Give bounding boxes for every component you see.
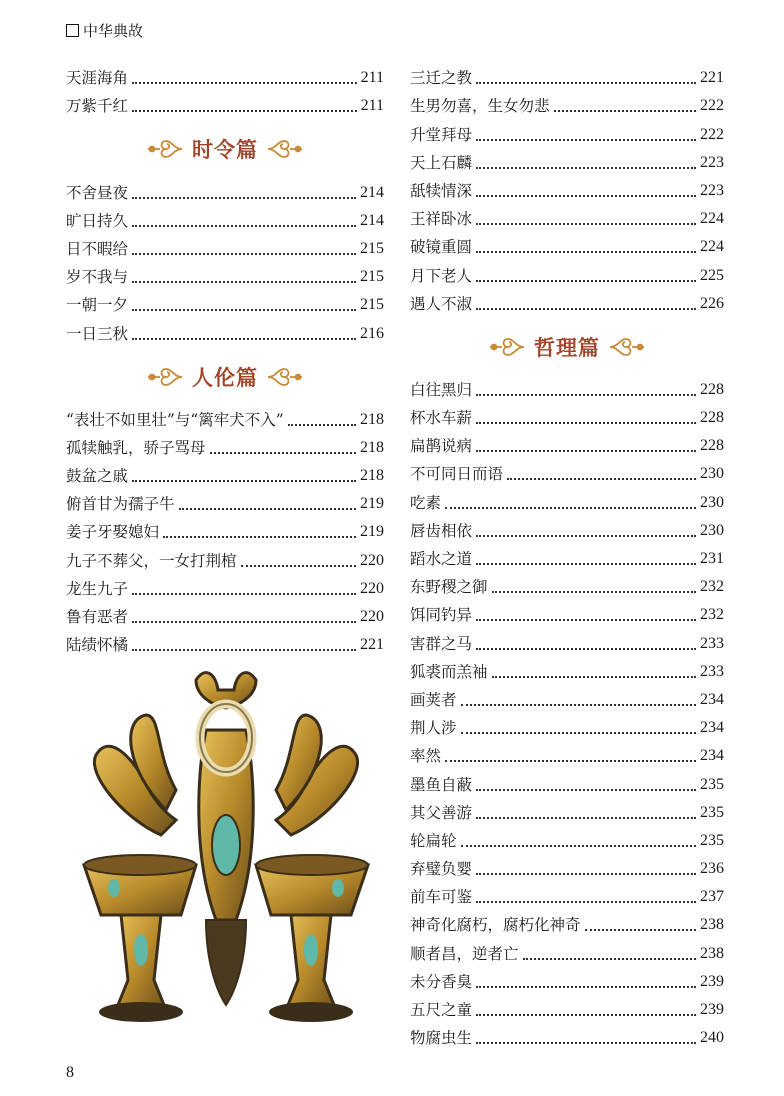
toc-entry-title: 唇齿相依 bbox=[410, 521, 473, 540]
toc-entry-page: 211 bbox=[360, 97, 384, 115]
toc-entry[interactable] bbox=[410, 149, 724, 177]
toc-entry-page: 234 bbox=[700, 719, 724, 737]
toc-entry-title: 吃素 bbox=[410, 493, 442, 512]
toc-entry-title: 东野稷之御 bbox=[410, 578, 488, 597]
toc-entry[interactable] bbox=[66, 462, 384, 490]
toc-entry[interactable] bbox=[410, 629, 724, 657]
toc-entry-title: 顺者昌，逆者亡 bbox=[410, 944, 519, 963]
toc-entry[interactable] bbox=[410, 517, 724, 545]
toc-entry-title: 其父善游 bbox=[410, 803, 473, 822]
ornament-icon bbox=[266, 366, 306, 388]
dot-leader bbox=[476, 195, 696, 197]
toc-entry[interactable] bbox=[66, 575, 384, 603]
toc-entry[interactable] bbox=[410, 545, 724, 573]
dot-leader bbox=[476, 308, 696, 310]
toc-entry-title: 鲁有恶者 bbox=[66, 608, 129, 626]
toc-entry-title: 岁不我与 bbox=[66, 268, 129, 287]
dot-leader bbox=[132, 338, 356, 340]
dot-leader bbox=[132, 593, 356, 595]
ornament-icon bbox=[144, 138, 184, 160]
toc-entry[interactable] bbox=[410, 488, 724, 516]
dot-leader bbox=[476, 901, 696, 903]
toc-entry-page: 230 bbox=[700, 521, 724, 539]
toc-entry-title: 俯首甘为孺子牛 bbox=[66, 495, 175, 514]
toc-entry-page: 226 bbox=[700, 294, 724, 312]
toc-entry-page: 222 bbox=[700, 125, 724, 143]
dot-leader bbox=[179, 508, 356, 510]
toc-entry-title: 姜子牙娶媳妇 bbox=[66, 523, 160, 542]
toc-entry[interactable] bbox=[410, 911, 724, 939]
toc-entry[interactable] bbox=[66, 319, 384, 347]
section-heading-text: 人伦篇 bbox=[192, 364, 258, 390]
dot-leader bbox=[132, 110, 357, 112]
toc-entry-page: 220 bbox=[360, 579, 384, 597]
toc-entry-page: 235 bbox=[700, 803, 724, 821]
toc-entry[interactable] bbox=[66, 546, 384, 574]
dot-leader bbox=[476, 139, 696, 141]
toc-entry-title: 龙生九子 bbox=[66, 579, 129, 598]
toc-entry-page: 211 bbox=[360, 69, 384, 87]
toc-entry-page: 224 bbox=[700, 238, 724, 256]
toc-entry[interactable] bbox=[410, 233, 724, 261]
toc-entry[interactable] bbox=[66, 235, 384, 263]
ornament-icon bbox=[144, 366, 184, 388]
toc-entry[interactable] bbox=[410, 64, 724, 92]
toc-entry-page: 225 bbox=[700, 266, 724, 284]
toc-entry-page: 230 bbox=[700, 493, 724, 511]
toc-entry[interactable] bbox=[410, 939, 724, 967]
toc-entry-title: 一朝一夕 bbox=[66, 296, 129, 315]
dot-leader bbox=[476, 1042, 696, 1044]
toc-entry-title: 鼓盆之戚 bbox=[66, 467, 129, 486]
toc-entry[interactable] bbox=[410, 261, 724, 289]
toc-entry-title: 月下老人 bbox=[410, 266, 473, 285]
toc-entry-title: 九子不葬父，一女打荆棺 bbox=[66, 551, 237, 570]
dot-leader bbox=[241, 565, 356, 567]
section-heading bbox=[410, 318, 724, 376]
toc-entry-page: 218 bbox=[360, 467, 384, 485]
toc-entry-title: 害群之马 bbox=[410, 634, 473, 653]
toc-entry-page: 234 bbox=[700, 747, 724, 765]
toc-entry-title: 弃璧负婴 bbox=[410, 860, 473, 879]
dot-leader bbox=[132, 281, 356, 283]
toc-entry[interactable] bbox=[66, 518, 384, 546]
toc-entry[interactable] bbox=[66, 207, 384, 235]
toc-entry-title: 遇人不淑 bbox=[410, 294, 473, 313]
toc-entry[interactable] bbox=[66, 603, 384, 631]
dot-leader bbox=[476, 394, 696, 396]
toc-entry-page: 237 bbox=[700, 888, 724, 906]
page-number: 8 bbox=[66, 1064, 74, 1081]
toc-entry-page: 214 bbox=[360, 183, 384, 201]
toc-entry-page: 219 bbox=[360, 495, 384, 513]
toc-entry-page: 215 bbox=[360, 296, 384, 314]
toc-entry-page: 235 bbox=[700, 775, 724, 793]
toc-entry[interactable] bbox=[410, 376, 724, 404]
dot-leader bbox=[132, 225, 356, 227]
toc-entry-page: 221 bbox=[360, 636, 384, 654]
toc-entry-title: 狐裘而羔袖 bbox=[410, 662, 488, 681]
toc-entry[interactable] bbox=[410, 968, 724, 996]
toc-entry-title: 王祥卧冰 bbox=[410, 210, 473, 229]
toc-entry[interactable] bbox=[410, 404, 724, 432]
dot-leader bbox=[132, 82, 357, 84]
dot-leader bbox=[492, 591, 696, 593]
toc-left-column bbox=[66, 64, 384, 659]
dot-leader bbox=[132, 253, 356, 255]
toc-entry-title: 陆绩怀橘 bbox=[66, 636, 129, 655]
toc-entry-title: 升堂拜母 bbox=[410, 125, 473, 144]
toc-entry-title: 未分香臭 bbox=[410, 972, 473, 991]
bronze-lamp-illustration bbox=[66, 660, 386, 1032]
toc-entry-page: 214 bbox=[360, 211, 384, 229]
dot-leader bbox=[445, 760, 696, 762]
toc-entry[interactable] bbox=[66, 92, 384, 120]
section-heading-text: 时令篇 bbox=[192, 137, 258, 163]
running-header bbox=[66, 20, 143, 41]
toc-entry-page: 234 bbox=[700, 690, 724, 708]
dot-leader bbox=[476, 817, 696, 819]
dot-leader bbox=[476, 535, 696, 537]
dot-leader bbox=[163, 536, 356, 538]
toc-entry-title: 不可同日而语 bbox=[410, 465, 504, 484]
dot-leader bbox=[476, 450, 696, 452]
toc-entry-title: 率然 bbox=[410, 747, 442, 766]
dot-leader bbox=[461, 704, 696, 706]
toc-entry-title: 前车可鉴 bbox=[410, 888, 473, 907]
toc-entry[interactable] bbox=[410, 770, 724, 798]
toc-entry-title: 不舍昼夜 bbox=[66, 183, 129, 202]
toc-entry-page: 232 bbox=[700, 578, 724, 596]
toc-entry[interactable] bbox=[410, 1024, 724, 1052]
toc-entry-title: 破镜重圆 bbox=[410, 238, 473, 257]
toc-entry[interactable] bbox=[410, 205, 724, 233]
dot-leader bbox=[476, 422, 696, 424]
dot-leader bbox=[132, 197, 356, 199]
toc-entry-title: 旷日持久 bbox=[66, 211, 129, 230]
toc-entry[interactable] bbox=[66, 64, 384, 92]
toc-entry[interactable] bbox=[410, 799, 724, 827]
dot-leader bbox=[210, 452, 356, 454]
dot-leader bbox=[476, 648, 696, 650]
dot-leader bbox=[476, 986, 696, 988]
toc-entry[interactable] bbox=[410, 177, 724, 205]
toc-entry-page: 236 bbox=[700, 860, 724, 878]
toc-entry-title: 饵同钓异 bbox=[410, 606, 473, 625]
toc-entry-page: 239 bbox=[700, 972, 724, 990]
toc-entry[interactable] bbox=[410, 92, 724, 120]
toc-entry[interactable] bbox=[66, 263, 384, 291]
toc-entry-page: 218 bbox=[360, 410, 384, 428]
toc-entry-page: 221 bbox=[700, 69, 724, 87]
toc-entry-page: 215 bbox=[360, 239, 384, 257]
toc-entry-title: 轮扁轮 bbox=[410, 831, 457, 850]
toc-entry[interactable] bbox=[66, 406, 384, 434]
dot-leader bbox=[461, 845, 696, 847]
toc-entry[interactable] bbox=[410, 855, 724, 883]
toc-entry-title: 白往黑归 bbox=[410, 380, 473, 399]
toc-entry-page: 240 bbox=[700, 1029, 724, 1047]
toc-entry-title: 三迁之教 bbox=[410, 69, 473, 88]
header-title: 中华典故 bbox=[83, 22, 144, 40]
toc-entry-page: 231 bbox=[700, 550, 724, 567]
toc-entry-title: “表壮不如里壮”与“篱牢犬不入” bbox=[66, 410, 284, 429]
toc-entry-page: 219 bbox=[360, 523, 384, 541]
toc-entry-title: 墨鱼自蔽 bbox=[410, 775, 473, 794]
toc-entry-page: 223 bbox=[700, 153, 724, 171]
toc-entry-title: 物腐虫生 bbox=[410, 1029, 473, 1048]
dot-leader bbox=[476, 223, 696, 225]
toc-entry-title: 孤犊触乳，骄子骂母 bbox=[66, 438, 206, 457]
toc-entry-page: 228 bbox=[700, 437, 724, 455]
section-heading bbox=[66, 348, 384, 406]
dot-leader bbox=[132, 621, 356, 623]
toc-entry[interactable] bbox=[66, 178, 384, 206]
toc-entry-page: 215 bbox=[360, 268, 384, 286]
toc-entry-title: 天涯海角 bbox=[66, 69, 129, 88]
toc-entry[interactable] bbox=[410, 432, 724, 460]
ornament-icon bbox=[266, 138, 306, 160]
toc-entry[interactable] bbox=[410, 827, 724, 855]
toc-entry-title: 一日三秋 bbox=[66, 324, 129, 343]
dot-leader bbox=[461, 732, 696, 734]
dot-leader bbox=[288, 424, 356, 426]
dot-leader bbox=[476, 563, 696, 565]
toc-entry[interactable] bbox=[410, 601, 724, 629]
toc-entry-title: 日不暇给 bbox=[66, 239, 129, 258]
toc-entry-page: 228 bbox=[700, 409, 724, 427]
toc-entry[interactable] bbox=[66, 434, 384, 462]
ornament-icon bbox=[486, 336, 526, 358]
dot-leader bbox=[476, 167, 696, 169]
dot-leader bbox=[132, 649, 356, 651]
dot-leader bbox=[507, 478, 696, 480]
toc-entry-page: 224 bbox=[700, 210, 724, 228]
toc-entry[interactable] bbox=[66, 631, 384, 659]
toc-entry-title: 舐犊情深 bbox=[410, 181, 473, 200]
toc-entry-title: 万紫千红 bbox=[66, 97, 129, 116]
dot-leader bbox=[476, 82, 696, 84]
toc-entry-title: 生男勿喜，生女勿悲 bbox=[410, 97, 550, 116]
toc-entry-title: 五尺之童 bbox=[410, 1001, 473, 1019]
toc-entry[interactable] bbox=[410, 714, 724, 742]
toc-entry-page: 220 bbox=[360, 608, 384, 625]
toc-entry-title: 蹈水之道 bbox=[410, 550, 473, 568]
toc-entry-title: 荆人涉 bbox=[410, 719, 457, 738]
header-square-icon bbox=[66, 24, 79, 37]
section-heading-text: 哲理篇 bbox=[534, 334, 600, 360]
toc-entry-title: 杯水车薪 bbox=[410, 409, 473, 428]
dot-leader bbox=[476, 619, 696, 621]
toc-entry-page: 238 bbox=[700, 944, 724, 962]
toc-entry[interactable] bbox=[410, 996, 724, 1024]
dot-leader bbox=[476, 251, 696, 253]
toc-entry-page: 228 bbox=[700, 380, 724, 398]
toc-entry-page: 218 bbox=[360, 438, 384, 456]
dot-leader bbox=[523, 958, 696, 960]
dot-leader bbox=[132, 480, 356, 482]
toc-right-column bbox=[410, 64, 724, 1052]
toc-entry[interactable] bbox=[410, 658, 724, 686]
toc-entry[interactable] bbox=[410, 742, 724, 770]
dot-leader bbox=[585, 929, 696, 931]
toc-entry-page: 222 bbox=[700, 97, 724, 115]
toc-entry-page: 238 bbox=[700, 916, 724, 934]
toc-entry[interactable] bbox=[410, 686, 724, 714]
toc-entry-page: 233 bbox=[700, 662, 724, 680]
toc-entry[interactable] bbox=[66, 490, 384, 518]
toc-entry-page: 220 bbox=[360, 551, 384, 569]
toc-entry-page: 223 bbox=[700, 181, 724, 199]
dot-leader bbox=[492, 676, 696, 678]
toc-entry[interactable] bbox=[410, 573, 724, 601]
toc-entry[interactable] bbox=[410, 883, 724, 911]
toc-entry-page: 230 bbox=[700, 465, 724, 483]
dot-leader bbox=[476, 280, 696, 282]
toc-entry[interactable] bbox=[410, 120, 724, 148]
toc-entry-title: 画荚者 bbox=[410, 690, 457, 709]
toc-entry-page: 232 bbox=[700, 606, 724, 624]
toc-entry-page: 233 bbox=[700, 634, 724, 652]
dot-leader bbox=[445, 507, 696, 509]
toc-entry-title: 神奇化腐朽，腐朽化神奇 bbox=[410, 916, 581, 935]
toc-entry-page: 235 bbox=[700, 831, 724, 849]
section-heading bbox=[66, 120, 384, 178]
toc-entry[interactable] bbox=[410, 290, 724, 318]
ornament-icon bbox=[608, 336, 648, 358]
dot-leader bbox=[476, 873, 696, 875]
dot-leader bbox=[476, 1014, 696, 1016]
toc-entry-title: 天上石麟 bbox=[410, 153, 473, 172]
dot-leader bbox=[476, 789, 696, 791]
toc-entry[interactable] bbox=[410, 460, 724, 488]
dot-leader bbox=[132, 309, 356, 311]
dot-leader bbox=[554, 110, 696, 112]
toc-entry-page: 239 bbox=[700, 1001, 724, 1018]
toc-entry[interactable] bbox=[66, 291, 384, 319]
toc-entry-page: 216 bbox=[360, 324, 384, 342]
toc-entry-title: 扁鹊说病 bbox=[410, 437, 473, 456]
